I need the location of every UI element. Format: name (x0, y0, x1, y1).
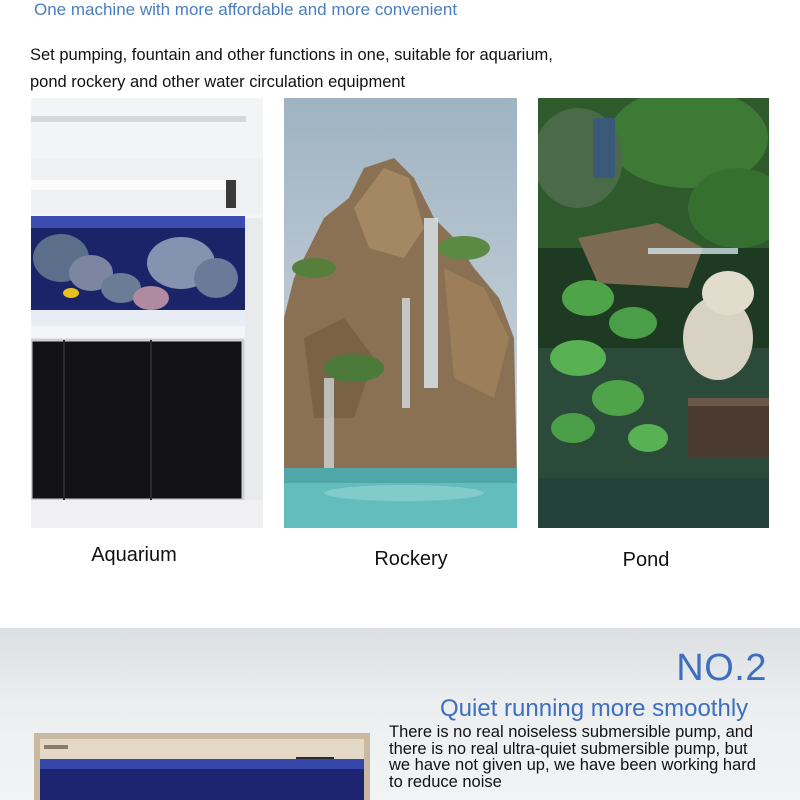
feature-body: There is no real noiseless submersible pump, and there is no real ultra-quiet submersible pump, but we have not given up, we have been working hard to reduce noise (389, 723, 756, 791)
caption-pond: Pond (622, 549, 670, 571)
aquarium-tank-image (34, 733, 370, 800)
description: Set pumping, fountain and other functions in one, suitable for aquarium, pond rockery and other water circulation equipment (30, 46, 553, 91)
rockery-photo (284, 98, 517, 528)
caption-aquarium: Aquarium (91, 544, 177, 566)
tagline: One machine with more affordable and more convenient (34, 0, 458, 19)
feature-title: Quiet running more smoothly (440, 695, 749, 722)
feature-section (0, 628, 800, 800)
aquarium-photo (31, 98, 263, 528)
feature-number: NO.2 (676, 647, 767, 689)
caption-rockery: Rockery (374, 548, 448, 570)
pond-photo (538, 98, 769, 528)
